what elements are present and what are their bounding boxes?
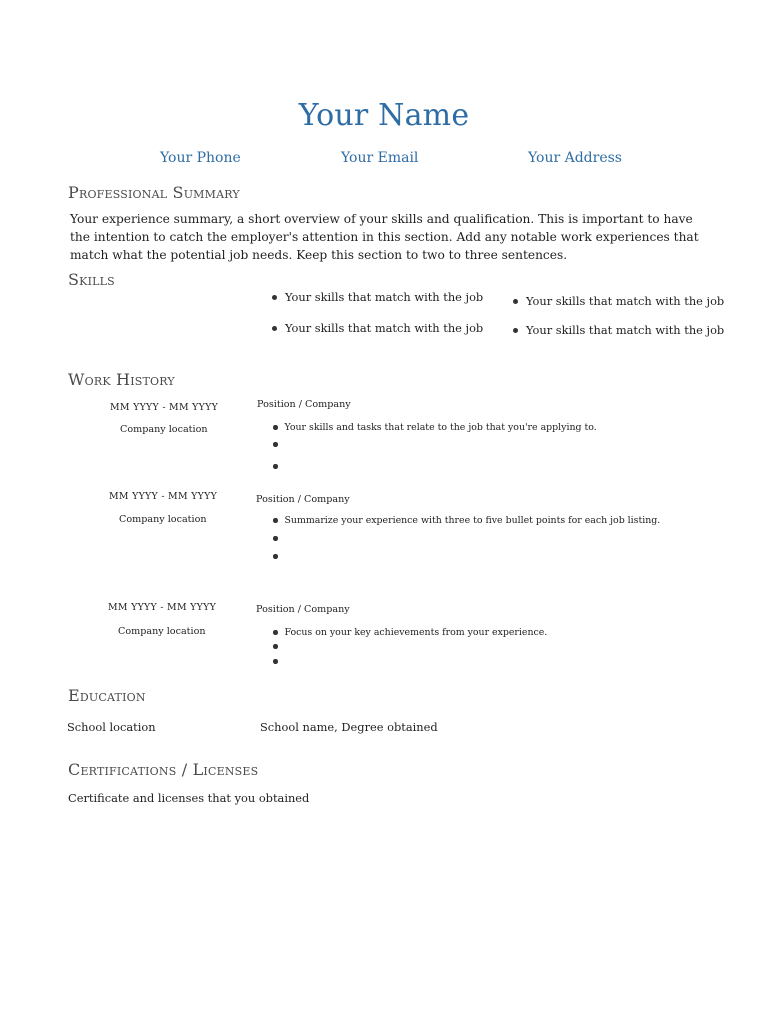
job-location: Company location xyxy=(118,626,206,637)
job-location: Company location xyxy=(119,514,207,525)
bullet-icon xyxy=(513,299,518,304)
job-position: Position / Company xyxy=(256,494,350,505)
certifications-text: Certificate and licenses that you obtained xyxy=(68,791,310,805)
skill-item xyxy=(272,321,483,335)
bullet-icon xyxy=(273,442,278,447)
education-school: School name, Degree obtained xyxy=(260,720,438,734)
bullet-icon xyxy=(272,295,277,300)
bullet-icon xyxy=(273,644,278,649)
job-task xyxy=(273,442,285,447)
skill-item xyxy=(513,294,724,308)
job-dates: MM YYYY - MM YYYY xyxy=(109,491,218,502)
education-location: School location xyxy=(67,720,156,734)
skill-item xyxy=(272,290,483,304)
skill-text: Your skills that match with the job xyxy=(526,294,725,308)
bullet-icon xyxy=(273,554,278,559)
section-heading-work-history: Work History xyxy=(68,370,175,389)
job-dates: MM YYYY - MM YYYY xyxy=(110,402,219,413)
bullet-icon xyxy=(273,630,278,635)
job-task xyxy=(273,554,285,559)
bullet-icon xyxy=(273,536,278,541)
bullet-icon xyxy=(273,518,278,523)
skill-item xyxy=(513,323,724,337)
section-heading-skills: Skills xyxy=(68,270,115,289)
section-heading-education: Education xyxy=(68,686,146,705)
section-heading-certifications: Certifications / Licenses xyxy=(68,760,259,779)
bullet-icon xyxy=(273,659,278,664)
skill-text: Your skills that match with the job xyxy=(526,323,725,337)
bullet-icon xyxy=(513,328,518,333)
job-task xyxy=(273,536,285,541)
skill-text: Your skills that match with the job xyxy=(285,321,484,335)
task-text: Summarize your experience with three to five bullet points for each job listing. xyxy=(284,515,661,526)
bullet-icon xyxy=(273,425,278,430)
contact-address: Your Address xyxy=(528,150,622,166)
skill-text: Your skills that match with the job xyxy=(285,290,484,304)
job-task xyxy=(273,644,285,649)
summary-text: Your experience summary, a short overview of your skills and qualification. This is important to have the intention to catch the employer's attention in this section. Add any notable work experiences that match what the potential job needs. Keep this section to two to three sentences. xyxy=(70,212,699,262)
job-task xyxy=(273,627,547,638)
job-task xyxy=(273,422,597,433)
job-position: Position / Company xyxy=(256,604,350,615)
contact-phone: Your Phone xyxy=(160,150,241,166)
job-task xyxy=(273,515,660,526)
task-text: Focus on your key achievements from your experience. xyxy=(284,627,548,638)
contact-email: Your Email xyxy=(341,150,419,166)
task-text: Your skills and tasks that relate to the job that you're applying to. xyxy=(284,422,597,433)
bullet-icon xyxy=(273,464,278,469)
section-heading-summary: Professional Summary xyxy=(68,183,240,202)
job-task xyxy=(273,464,285,469)
job-dates: MM YYYY - MM YYYY xyxy=(108,602,217,613)
job-position: Position / Company xyxy=(257,399,351,410)
bullet-icon xyxy=(272,326,277,331)
job-location: Company location xyxy=(120,424,208,435)
job-task xyxy=(273,659,285,664)
resume-name: Your Name xyxy=(298,98,470,133)
